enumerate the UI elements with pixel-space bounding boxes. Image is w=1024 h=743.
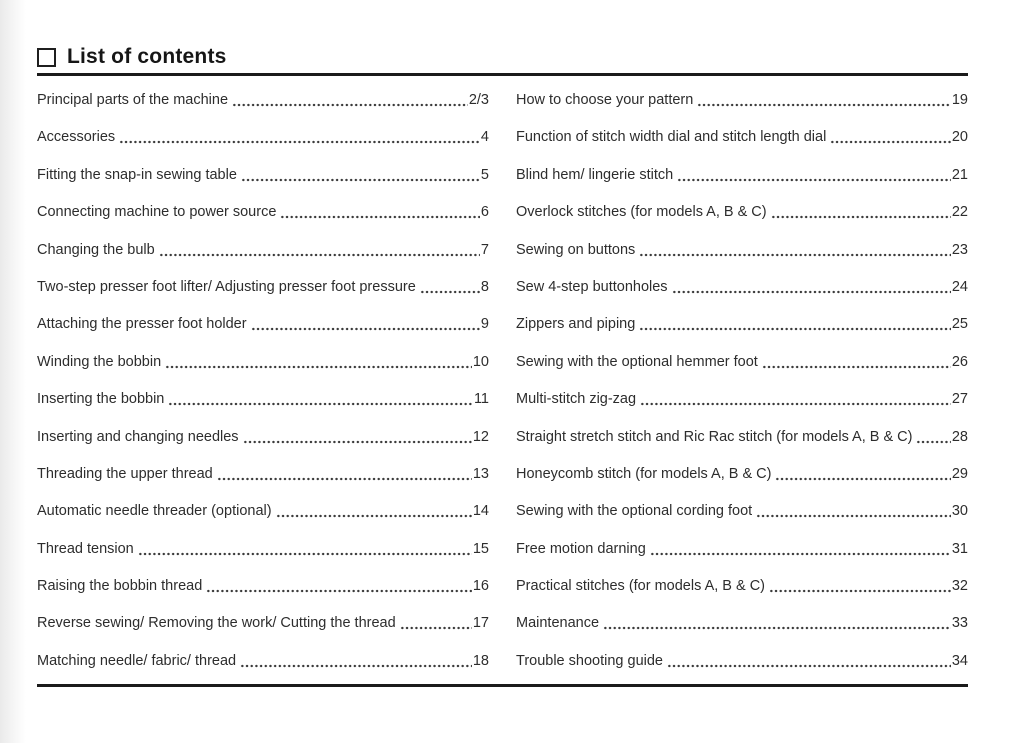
dot-leader-icon xyxy=(756,514,951,518)
page-title-text: List of contents xyxy=(67,45,227,68)
toc-entry xyxy=(516,613,968,634)
toc-entry xyxy=(37,389,489,410)
toc-entry xyxy=(516,651,968,672)
toc-entry xyxy=(516,165,968,186)
dot-leader-icon xyxy=(775,477,950,481)
toc-entry xyxy=(37,314,489,335)
toc-entry xyxy=(37,352,489,373)
toc-entry-page: 19 xyxy=(951,92,968,108)
toc-entry-label: Function of stitch width dial and stitch length dial xyxy=(516,129,827,146)
toc-entry xyxy=(516,127,968,148)
dot-leader-icon xyxy=(400,626,472,630)
toc-entry-label: Winding the bobbin xyxy=(37,353,162,370)
toc-entry xyxy=(37,165,489,186)
table-of-contents xyxy=(37,90,968,672)
dot-leader-icon xyxy=(640,402,951,406)
toc-entry-label: Accessories xyxy=(37,129,116,146)
toc-entry xyxy=(516,202,968,223)
toc-entry-label: Multi-stitch zig-zag xyxy=(516,391,637,408)
toc-entry-page: 4 xyxy=(480,129,489,146)
toc-entry xyxy=(37,240,489,261)
toc-entry xyxy=(516,240,968,261)
dot-leader-icon xyxy=(677,178,951,182)
toc-entry-page: 8 xyxy=(480,278,489,295)
toc-entry xyxy=(37,464,489,485)
toc-entry-page: 7 xyxy=(480,241,489,258)
toc-entry-page: 17 xyxy=(472,615,489,632)
dot-leader-icon xyxy=(159,253,480,257)
toc-entry-label: Automatic needle threader (optional) xyxy=(37,503,272,520)
toc-entry-label: Honeycomb stitch (for models A, B & C) xyxy=(516,465,772,482)
dot-leader-icon xyxy=(650,552,951,556)
dot-leader-icon xyxy=(276,514,472,518)
toc-entry-label: Sewing with the optional cording foot xyxy=(516,503,753,520)
toc-entry xyxy=(516,576,968,597)
toc-entry xyxy=(516,277,968,298)
dot-leader-icon xyxy=(830,140,951,144)
toc-entry-page: 26 xyxy=(951,353,968,370)
toc-entry-page: 34 xyxy=(951,652,968,669)
toc-entry-label: Zippers and piping xyxy=(516,316,636,333)
toc-entry-page: 18 xyxy=(472,652,489,669)
toc-entry-page: 13 xyxy=(472,465,489,482)
toc-entry-page: 2/3 xyxy=(468,92,489,108)
title-underline-rule xyxy=(37,73,968,76)
dot-leader-icon xyxy=(762,365,951,369)
toc-entry-page: 16 xyxy=(472,578,489,595)
toc-entry xyxy=(37,127,489,148)
toc-entry-label: Sewing on buttons xyxy=(516,241,636,258)
toc-entry xyxy=(516,352,968,373)
bottom-rule xyxy=(37,684,968,687)
toc-entry xyxy=(37,576,489,597)
toc-entry-page: 31 xyxy=(951,540,968,557)
toc-entry xyxy=(516,90,968,111)
toc-entry xyxy=(516,539,968,560)
toc-entry-page: 33 xyxy=(951,615,968,632)
dot-leader-icon xyxy=(241,178,480,182)
page-header xyxy=(37,45,968,76)
toc-entry-page: 29 xyxy=(951,465,968,482)
dot-leader-icon xyxy=(639,327,951,331)
dot-leader-icon xyxy=(165,365,472,369)
toc-entry xyxy=(37,501,489,522)
dot-leader-icon xyxy=(206,589,472,593)
toc-entry-page: 28 xyxy=(951,428,968,445)
toc-entry xyxy=(37,277,489,298)
toc-entry xyxy=(516,314,968,335)
toc-entry-page: 15 xyxy=(472,540,489,557)
dot-leader-icon xyxy=(243,440,472,444)
toc-entry-page: 23 xyxy=(951,241,968,258)
toc-entry-label: Principal parts of the machine xyxy=(37,92,229,108)
toc-entry-label: Thread tension xyxy=(37,540,134,557)
toc-entry-label: Matching needle/ fabric/ thread xyxy=(37,652,237,669)
toc-entry-page: 11 xyxy=(473,391,489,408)
page-title xyxy=(37,45,968,69)
dot-leader-icon xyxy=(603,626,951,630)
toc-entry-page: 21 xyxy=(951,166,968,183)
toc-entry-label: Blind hem/ lingerie stitch xyxy=(516,166,674,183)
toc-entry-label: Maintenance xyxy=(516,615,600,632)
toc-entry-label: Reverse sewing/ Removing the work/ Cutting the thread xyxy=(37,615,396,632)
toc-entry-page: 25 xyxy=(951,316,968,333)
toc-entry-label: Raising the bobbin thread xyxy=(37,578,203,595)
dot-leader-icon xyxy=(697,103,951,107)
toc-entry-label: Threading the upper thread xyxy=(37,465,213,482)
toc-entry-page: 9 xyxy=(480,316,489,333)
toc-entry xyxy=(516,389,968,410)
toc-column-right xyxy=(516,90,968,672)
toc-entry-label: Straight stretch stitch and Ric Rac stitch (for models A, B & C) xyxy=(516,428,913,445)
dot-leader-icon xyxy=(168,402,473,406)
toc-entry-label: Attaching the presser foot holder xyxy=(37,316,247,333)
toc-entry-label: Inserting the bobbin xyxy=(37,391,165,408)
toc-entry-label: Changing the bulb xyxy=(37,241,155,258)
toc-entry-page: 20 xyxy=(951,129,968,146)
toc-entry-label: Inserting and changing needles xyxy=(37,428,239,445)
toc-entry-page: 24 xyxy=(951,278,968,295)
toc-entry-label: Practical stitches (for models A, B & C) xyxy=(516,578,765,595)
toc-entry-label: How to choose your pattern xyxy=(516,92,694,108)
dot-leader-icon xyxy=(138,552,472,556)
dot-leader-icon xyxy=(217,477,472,481)
toc-entry-page: 32 xyxy=(951,578,968,595)
toc-entry-label: Overlock stitches (for models A, B & C) xyxy=(516,204,767,221)
dot-leader-icon xyxy=(251,327,480,331)
dot-leader-icon xyxy=(119,140,480,144)
dot-leader-icon xyxy=(420,290,480,294)
toc-entry-page: 5 xyxy=(480,166,489,183)
toc-entry-label: Fitting the snap-in sewing table xyxy=(37,166,237,183)
toc-entry-label: Sewing with the optional hemmer foot xyxy=(516,353,758,370)
toc-entry-label: Sew 4-step buttonholes xyxy=(516,278,668,295)
toc-entry xyxy=(37,427,489,448)
toc-entry xyxy=(516,464,968,485)
toc-entry-label: Free motion darning xyxy=(516,540,646,557)
dot-leader-icon xyxy=(769,589,951,593)
toc-entry-label: Trouble shooting guide xyxy=(516,652,663,669)
dot-leader-icon xyxy=(639,253,951,257)
dot-leader-icon xyxy=(672,290,951,294)
toc-entry-label: Two-step presser foot lifter/ Adjusting presser foot pressure xyxy=(37,278,416,295)
dot-leader-icon xyxy=(771,215,951,219)
toc-entry-page: 6 xyxy=(480,204,489,221)
toc-column-left xyxy=(37,90,489,672)
dot-leader-icon xyxy=(232,103,468,107)
dot-leader-icon xyxy=(240,664,472,668)
toc-entry xyxy=(37,90,489,111)
toc-entry-page: 12 xyxy=(472,428,489,445)
dot-leader-icon xyxy=(667,664,951,668)
toc-entry xyxy=(37,539,489,560)
checkbox-square-icon xyxy=(37,48,56,67)
dot-leader-icon xyxy=(916,440,950,444)
toc-entry xyxy=(37,651,489,672)
toc-entry xyxy=(37,613,489,634)
toc-entry-label: Connecting machine to power source xyxy=(37,204,277,221)
toc-entry-page: 27 xyxy=(951,391,968,408)
toc-entry-page: 30 xyxy=(951,503,968,520)
toc-entry xyxy=(516,501,968,522)
toc-entry-page: 10 xyxy=(472,353,489,370)
toc-entry xyxy=(37,202,489,223)
toc-entry-page: 22 xyxy=(951,204,968,221)
dot-leader-icon xyxy=(280,215,480,219)
toc-entry xyxy=(516,427,968,448)
toc-entry-page: 14 xyxy=(472,503,489,520)
